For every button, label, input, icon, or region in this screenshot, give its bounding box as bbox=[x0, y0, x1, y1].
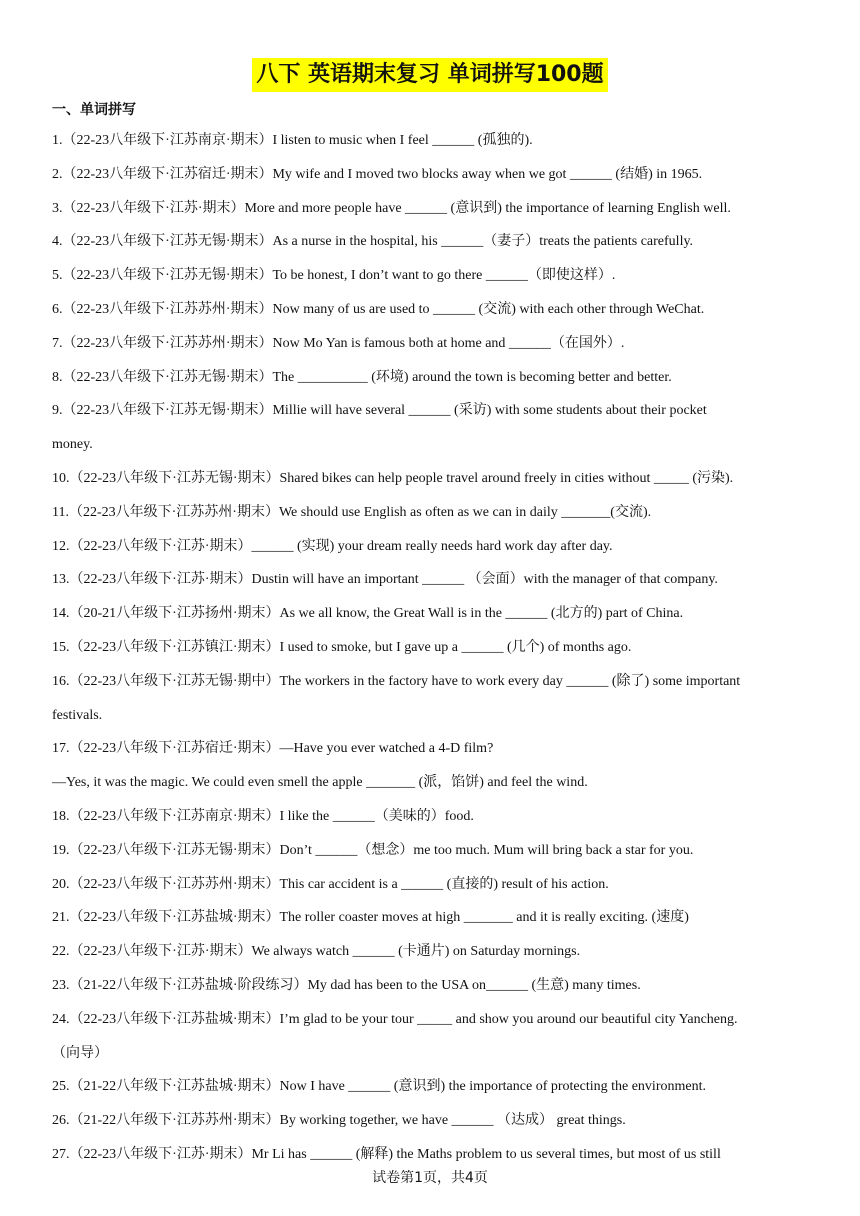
question-line: 1.（22-23八年级下·江苏南京·期末）I listen to music when I feel ______ (孤独的). bbox=[52, 133, 533, 148]
question-line: 3.（22-23八年级下·江苏·期末）More and more people have ______ (意识到) the importance of learning English well. bbox=[52, 200, 731, 216]
question-line: 7.（22-23八年级下·江苏苏州·期末）Now Mo Yan is famous both at home and ______（在国外）. bbox=[52, 335, 625, 351]
question-line: 17.（22-23八年级下·江苏宿迁·期末）—Have you ever watched a 4-D film? bbox=[52, 741, 494, 757]
question-continuation: money. bbox=[52, 437, 93, 453]
question-continuation: festivals. bbox=[52, 707, 103, 723]
section-heading: 一、单词拼写 bbox=[52, 102, 136, 118]
question-line: 5.（22-23八年级下·江苏无锡·期末）To be honest, I don’t want to go there ______（即使这样）. bbox=[52, 268, 616, 284]
question-line: 11.（22-23八年级下·江苏苏州·期末）We should use English as often as we can in daily _______(交流). bbox=[52, 504, 652, 520]
question-line: 23.（21-22八年级下·江苏盐城·阶段练习）My dad has been to the USA on______ (生意) many times. bbox=[52, 977, 641, 993]
question-line: 13.（22-23八年级下·江苏·期末）Dustin will have an important ______ （会面）with the manager of that company. bbox=[52, 572, 718, 588]
question-line: 20.（22-23八年级下·江苏苏州·期末）This car accident is a ______ (直接的) result of his action. bbox=[52, 876, 609, 892]
page-footer: 试卷第1页，共4页 bbox=[372, 1170, 488, 1186]
page-title: 八下 英语期末复习 单词拼写100题 bbox=[252, 58, 607, 92]
question-line: 15.（22-23八年级下·江苏镇江·期末）I used to smoke, but I gave up a ______ (几个) of months ago. bbox=[52, 639, 632, 655]
question-line: 22.（22-23八年级下·江苏·期末）We always watch ______ (卡通片) on Saturday mornings. bbox=[52, 944, 581, 960]
question-line: 26.（21-22八年级下·江苏苏州·期末）By working together, we have ______ （达成） great things. bbox=[52, 1113, 626, 1129]
question-line: 24.（22-23八年级下·江苏盐城·期末）I’m glad to be your tour _____ and show you around our beautiful city Yancheng. bbox=[52, 1011, 738, 1027]
question-line: 27.（22-23八年级下·江苏·期末）Mr Li has ______ (解释) the Maths problem to us several times, but most of us still bbox=[52, 1146, 721, 1162]
question-line: 14.（20-21八年级下·江苏扬州·期末）As we all know, the Great Wall is in the ______ (北方的) part of China. bbox=[52, 606, 684, 622]
question-line: 18.（22-23八年级下·江苏南京·期末）I like the ______（美味的）food. bbox=[52, 808, 474, 824]
question-list bbox=[52, 124, 812, 1172]
question-line: 6.（22-23八年级下·江苏苏州·期末）Now many of us are used to ______ (交流) with each other through WeChat. bbox=[52, 301, 705, 317]
question-line: 21.（22-23八年级下·江苏盐城·期末）The roller coaster moves at high _______ and it is really exciting. (速度) bbox=[52, 910, 689, 926]
title-wrap bbox=[0, 58, 860, 92]
question-line: 4.（22-23八年级下·江苏无锡·期末）As a nurse in the hospital, his ______（妻子）treats the patients carefully. bbox=[52, 234, 694, 250]
question-continuation: （向导） bbox=[52, 1045, 108, 1061]
question-line: 10.（22-23八年级下·江苏无锡·期末）Shared bikes can help people travel around freely in cities without _____ (污染). bbox=[52, 470, 734, 486]
question-line: 9.（22-23八年级下·江苏无锡·期末）Millie will have several ______ (采访) with some students about their pocket bbox=[52, 403, 707, 419]
question-line: 16.（22-23八年级下·江苏无锡·期中）The workers in the factory have to work every day ______ (除了) some important bbox=[52, 673, 741, 689]
question-line: 8.（22-23八年级下·江苏无锡·期末）The __________ (环境) around the town is becoming better and better. bbox=[52, 369, 672, 385]
question-line: 2.（22-23八年级下·江苏宿迁·期末）My wife and I moved two blocks away when we got ______ (结婚) in 1965. bbox=[52, 166, 703, 182]
question-continuation: —Yes, it was the magic. We could even smell the apple _______ (派，馅饼) and feel the wind. bbox=[52, 775, 588, 791]
question-line: 19.（22-23八年级下·江苏无锡·期末）Don’t ______（想念）me too much. Mum will bring back a star for you. bbox=[52, 842, 694, 858]
question-line: 25.（21-22八年级下·江苏盐城·期末）Now I have ______ (意识到) the importance of protecting the environment. bbox=[52, 1079, 706, 1095]
question-line: 12.（22-23八年级下·江苏·期末）______ (实现) your dream really needs hard work day after day. bbox=[52, 538, 613, 554]
